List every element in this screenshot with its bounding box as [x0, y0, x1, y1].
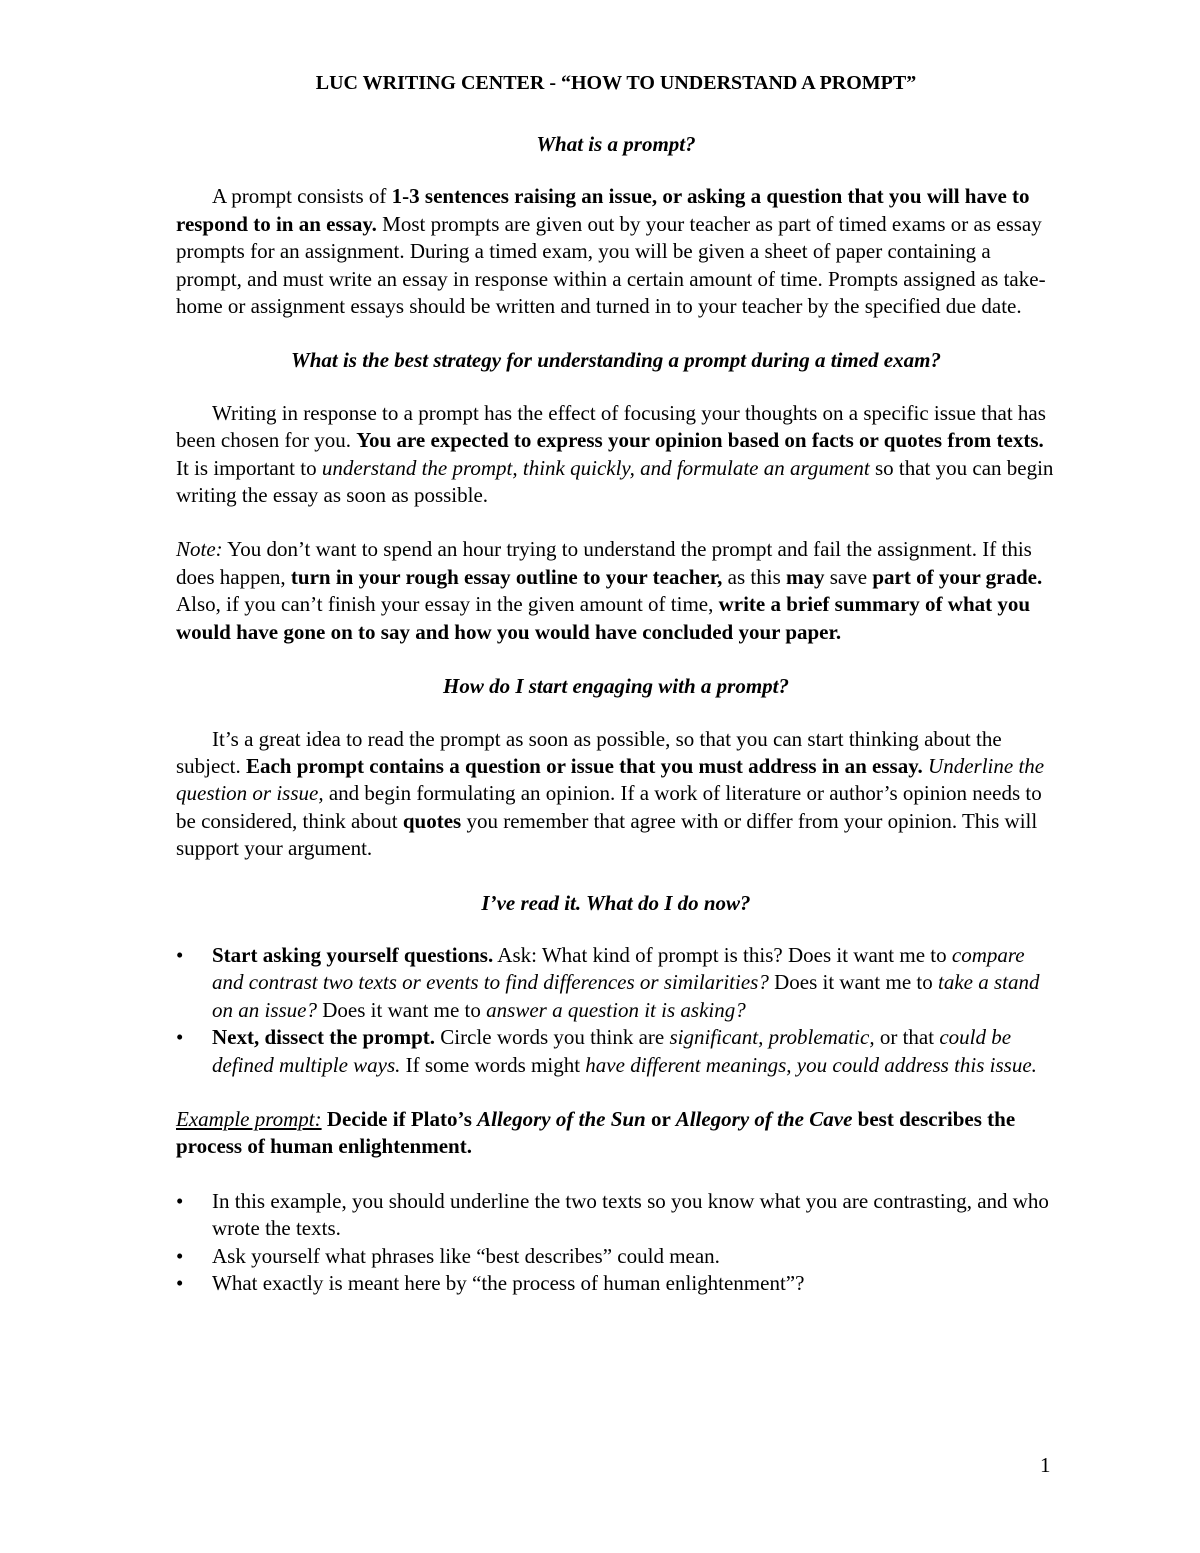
paragraph-note [176, 536, 1056, 646]
text-run: you remember that agree with or differ from your opinion. This will support your argument. [176, 808, 1038, 861]
text-run: Ask: What kind of prompt is this? Does it want me to [493, 942, 952, 967]
list-item [176, 1188, 1056, 1243]
section-heading-what-is-prompt: What is a prompt? [536, 132, 696, 156]
paragraph-what-is-prompt [176, 183, 1056, 320]
italic-run: compare and contrast two texts or events to find differences or similarities? [212, 942, 1025, 995]
bullet-list-what-now [176, 942, 1056, 1079]
text-run: Does it want me to [768, 970, 938, 995]
bold-run: best describes the process of human enlightenment. [176, 1106, 1016, 1159]
bold-italic-run: Allegory of the Cave [675, 1106, 853, 1131]
text-run: It is important to [176, 455, 322, 480]
bullet-icon: • [176, 1188, 184, 1213]
bold-run: You are expected to express your opinion based on facts or quotes from texts. [356, 428, 1044, 453]
text-run: Most prompts are given out by your teacher as part of timed exams or as essay prompts for an assignment. During a timed exam, you will be given a sheet of paper containing a prompt, and must write an essay in response within a certain amount of time. Prompts assigned as take-home or assignment essays should be written and turned in to your teacher by the specified due date. [176, 211, 1046, 319]
text-run: save [824, 564, 873, 589]
italic-run: have different meanings, you could address this issue. [585, 1052, 1037, 1077]
italic-run: significant, problematic, [669, 1025, 875, 1050]
section-heading-what-now: I’ve read it. What do I do now? [481, 890, 751, 915]
text-run: Ask yourself what phrases like “best describes” could mean. [212, 1243, 720, 1268]
list-item [176, 1270, 1056, 1297]
italic-run: take a stand on an issue? [212, 970, 1040, 1022]
bullet-icon: • [176, 1243, 184, 1268]
bold-run: Decide if Plato’s [321, 1106, 478, 1131]
text-run: Writing in response to a prompt has the effect of focusing your thoughts on a specific issue that has been chosen for you. [176, 400, 1046, 453]
text-run: Does it want me to [317, 997, 487, 1022]
bold-run: Each prompt contains a question or issue that you must address in an essay. [245, 753, 923, 778]
italic-run: could be defined multiple ways. [212, 1025, 1012, 1077]
document-title: LUC WRITING CENTER - “HOW TO UNDERSTAND A PROMPT” [315, 72, 917, 94]
bold-run: write a brief summary of what you would have gone on to say and how you would have concluded your paper. [176, 592, 1031, 644]
italic-run: Underline the question or issue, [176, 753, 1045, 806]
bold-run: or [645, 1106, 676, 1131]
bullet-icon: • [176, 1271, 184, 1295]
bullet-icon: • [176, 942, 184, 967]
bold-run: 1-3 sentences raising an issue, or asking a question that you will have to respond to in an essay. [176, 184, 1030, 236]
text-run: If some words might [400, 1052, 586, 1077]
bold-run: turn in your rough essay outline to your teacher, [290, 564, 723, 589]
section-heading-start-engaging: How do I start engaging with a prompt? [443, 674, 789, 699]
text-run: so that you can begin writing the essay as soon as possible. [176, 455, 1054, 508]
list-item [176, 942, 1056, 1024]
list-item [176, 1243, 1056, 1270]
text-run: and begin formulating an opinion. If a work of literature or author’s opinion needs to be considered, think about [176, 781, 1042, 833]
text-run: Also, if you can’t finish your essay in the given amount of time, [176, 592, 719, 617]
list-item [176, 1024, 1056, 1079]
paragraph-best-strategy [176, 400, 1056, 510]
bold-run: may [786, 564, 825, 589]
bold-italic-run: Allegory of the Sun [477, 1106, 646, 1131]
text-run: A prompt consists of [212, 184, 392, 209]
section-heading-best-strategy: What is the best strategy for understanding a prompt during a timed exam? [291, 348, 941, 373]
text-run: In this example, you should underline the two texts so you know what you are contrasting, and who wrote the texts. [212, 1188, 1049, 1241]
bold-run: quotes [402, 808, 462, 833]
bullet-list-example [176, 1188, 1056, 1298]
paragraph-start-engaging [176, 726, 1056, 863]
italic-run: answer a question it is asking? [486, 997, 746, 1022]
page-number: 1 [1040, 1453, 1051, 1477]
example-prompt-label: Example prompt: [176, 1106, 322, 1131]
text-run: It’s a great idea to read the prompt as soon as possible, so that you can start thinking about the subject. [176, 726, 1002, 778]
text-run: Circle words you think are [435, 1025, 670, 1050]
text-run: or that [874, 1025, 940, 1050]
italic-run: understand the prompt, think quickly, and formulate an argument [321, 455, 870, 480]
note-label: Note: [176, 537, 223, 562]
bold-run: part of your grade. [872, 564, 1043, 589]
bold-run: Start asking yourself questions. [212, 942, 494, 967]
text-run: You don’t want to spend an hour trying to understand the prompt and fail the assignment. If this does happen, [176, 537, 1032, 589]
text-run: as this [722, 564, 786, 589]
text-run: What exactly is meant here by “the process of human enlightenment”? [212, 1271, 805, 1295]
bold-run: Next, dissect the prompt. [212, 1025, 436, 1050]
document-page [176, 70, 1056, 1297]
example-prompt [176, 1106, 1056, 1161]
bullet-icon: • [176, 1025, 184, 1050]
